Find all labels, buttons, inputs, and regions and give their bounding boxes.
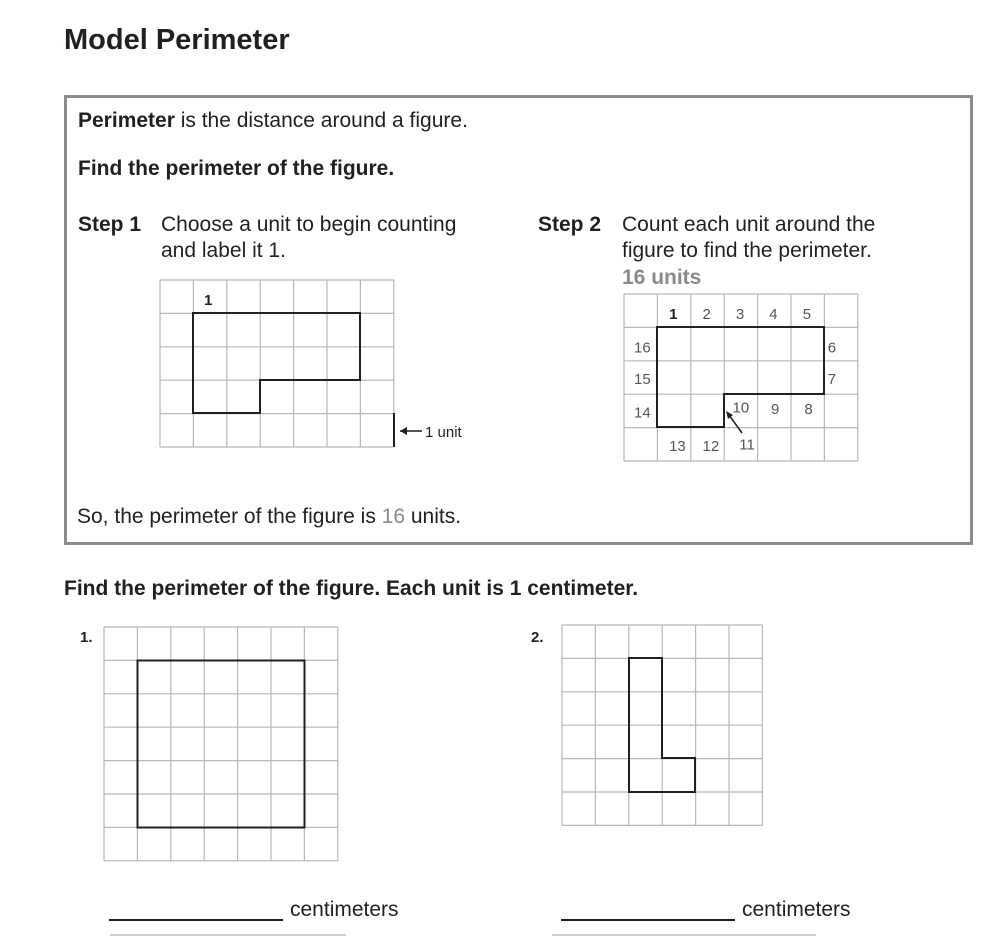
count-label-13: 13: [669, 437, 686, 455]
problem-1-answer-field[interactable]: [109, 919, 283, 921]
step1-line2: and label it 1.: [161, 239, 286, 262]
count-label-12: 12: [702, 437, 720, 455]
step1-line1: Choose a unit to begin counting: [161, 213, 457, 236]
count-label-1: 1: [669, 306, 678, 324]
divider-line-1: [110, 934, 346, 936]
problem-1-number: 1.: [80, 629, 93, 646]
definition-term: Perimeter: [78, 109, 175, 132]
page-title: Model Perimeter: [64, 24, 290, 56]
count-label-4: 4: [769, 306, 778, 324]
step2-grid: [624, 294, 864, 464]
conclusion-value: 16: [381, 505, 406, 528]
step1-label: Step 1: [78, 213, 142, 236]
count-11-arrow: [729, 415, 742, 433]
count-label-11: 11: [739, 436, 755, 454]
definition-rest: is the distance around a figure.: [174, 109, 468, 132]
problem-1-answer-unit: centimeters: [290, 898, 399, 921]
divider-line-2: [552, 934, 816, 936]
definition-text: [78, 108, 468, 134]
conclusion-suffix: units.: [405, 505, 462, 528]
step2-line1: Count each unit around the: [622, 213, 876, 236]
unit-arrow-head-icon: [400, 427, 407, 435]
count-label-9: 9: [770, 401, 780, 419]
practice-instruction: Find the perimeter of the figure. Each unit is 1 centimeter.: [64, 577, 639, 600]
count-label-2: 2: [702, 306, 711, 324]
unit-label: 1 unit: [425, 424, 462, 441]
problem-1-grid: [104, 627, 344, 863]
problem-2-grid: [562, 625, 767, 830]
conclusion-prefix: So, the perimeter of the figure is: [77, 505, 382, 528]
step2-result: 16 units: [622, 266, 702, 289]
count-label-14: 14: [634, 404, 651, 422]
step2-line2: figure to find the perimeter.: [622, 239, 872, 262]
count-label-10: 10: [732, 399, 750, 417]
count-label-6: 6: [827, 339, 837, 357]
count-label-5: 5: [802, 306, 812, 324]
problem-1-figure: [138, 661, 305, 828]
count-label-3: 3: [735, 306, 745, 324]
problem-2-answer-field[interactable]: [561, 919, 735, 921]
conclusion-text: [77, 504, 461, 530]
problem-2-answer-unit: centimeters: [742, 898, 851, 921]
count-label-7: 7: [827, 371, 837, 389]
step1-figure: [193, 313, 360, 413]
step2-label: Step 2: [538, 213, 602, 236]
step1-grid: [160, 280, 480, 450]
step1-grid-label: 1: [204, 292, 213, 309]
problem-2-number: 2.: [531, 629, 544, 646]
count-label-16: 16: [634, 339, 651, 357]
count-label-8: 8: [804, 401, 813, 419]
count-label-15: 15: [634, 371, 651, 389]
model-task: Find the perimeter of the figure.: [78, 157, 395, 180]
